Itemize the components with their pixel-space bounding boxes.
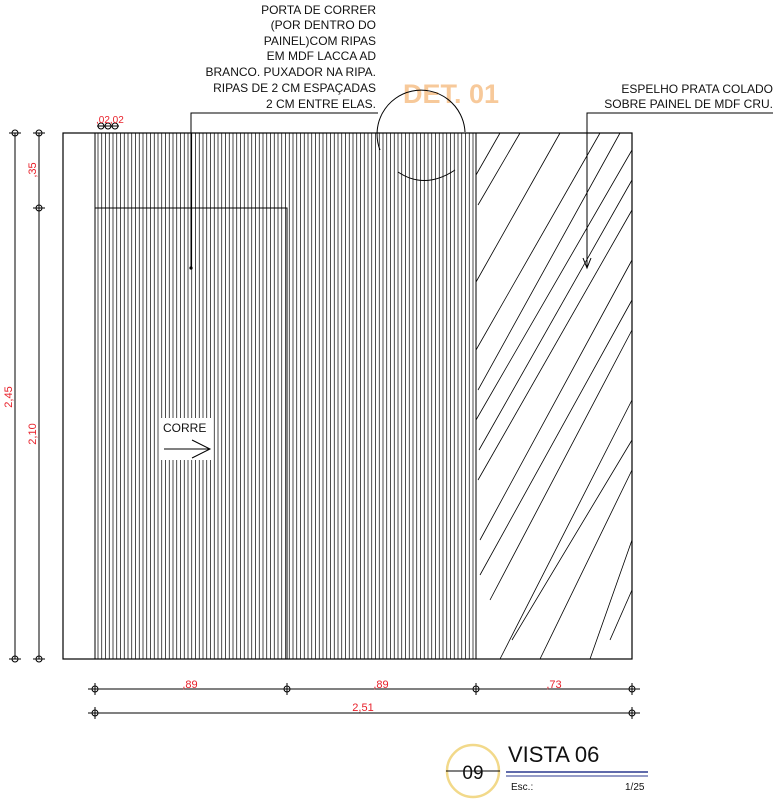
mirror-hatch-line [590, 540, 632, 659]
view-number: 09 [462, 763, 484, 784]
scale-label: Esc.: [511, 782, 534, 793]
mirror-hatch-line [476, 133, 560, 282]
mirror-hatch-line [476, 133, 600, 350]
door-note-line: RIPAS DE 2 CM ESPAÇADAS [213, 81, 376, 95]
mirror-hatch-line [478, 133, 520, 205]
door-note-line: EM MDF LACCA AD [266, 49, 376, 63]
dimension-top-segment: ,35 [27, 162, 39, 178]
vertical-dimensions [3, 130, 45, 662]
wall-outline [63, 133, 632, 659]
mirror-hatch-line [480, 300, 632, 575]
dimension-width-1: ,89 [182, 679, 198, 691]
view-title: VISTA 06 [508, 742, 600, 767]
detail-callout: DET. 01 [403, 79, 500, 109]
mirror-note-line: ESPELHO PRATA COLADO [621, 82, 773, 96]
door-note-line: BRANCO. PUXADOR NA RIPA. [205, 65, 376, 79]
dimension-total-width: 2,51 [352, 702, 374, 714]
dimension-door-height: 2,10 [27, 423, 39, 445]
top-small-dimension [96, 115, 124, 129]
mirror-note-line: SOBRE PAINEL DE MDF CRU. [604, 97, 773, 111]
slide-label: CORRE [163, 421, 207, 435]
door-note [206, 3, 377, 111]
dimension-width-3: ,73 [546, 679, 562, 691]
door-note-line: 2 CM ENTRE ELAS. [265, 97, 376, 111]
slat-hatching [98, 133, 473, 659]
mirror-hatching [476, 133, 632, 659]
mirror-hatch-line [476, 133, 500, 175]
mirror-hatch-line [476, 150, 632, 420]
horizontal-dimensions [88, 679, 640, 719]
mirror-hatch-line [479, 180, 632, 450]
mirror-hatch-line [490, 330, 632, 600]
door-note-line: PORTA DE CORRER [261, 3, 376, 17]
dimension-width-2: ,89 [373, 679, 389, 691]
title-block [446, 742, 648, 797]
door-note-line: PAINEL)COM RIPAS [263, 34, 376, 48]
leader-dot [189, 266, 192, 269]
mirror-hatch-line [480, 260, 632, 540]
door-leader [191, 113, 378, 268]
mirror-hatch-line [540, 470, 632, 659]
dimension-top-small: ,02,02 [96, 115, 124, 126]
mirror-hatch-line [500, 400, 632, 659]
dimension-total-height: 2,45 [3, 386, 15, 408]
scale-value: 1/25 [625, 782, 645, 793]
door-note-line: (POR DENTRO DO [270, 18, 376, 32]
mirror-hatch-line [610, 590, 632, 640]
mirror-leader [587, 113, 773, 268]
mirror-hatch-line [512, 440, 632, 640]
mirror-hatch-line [478, 133, 620, 390]
